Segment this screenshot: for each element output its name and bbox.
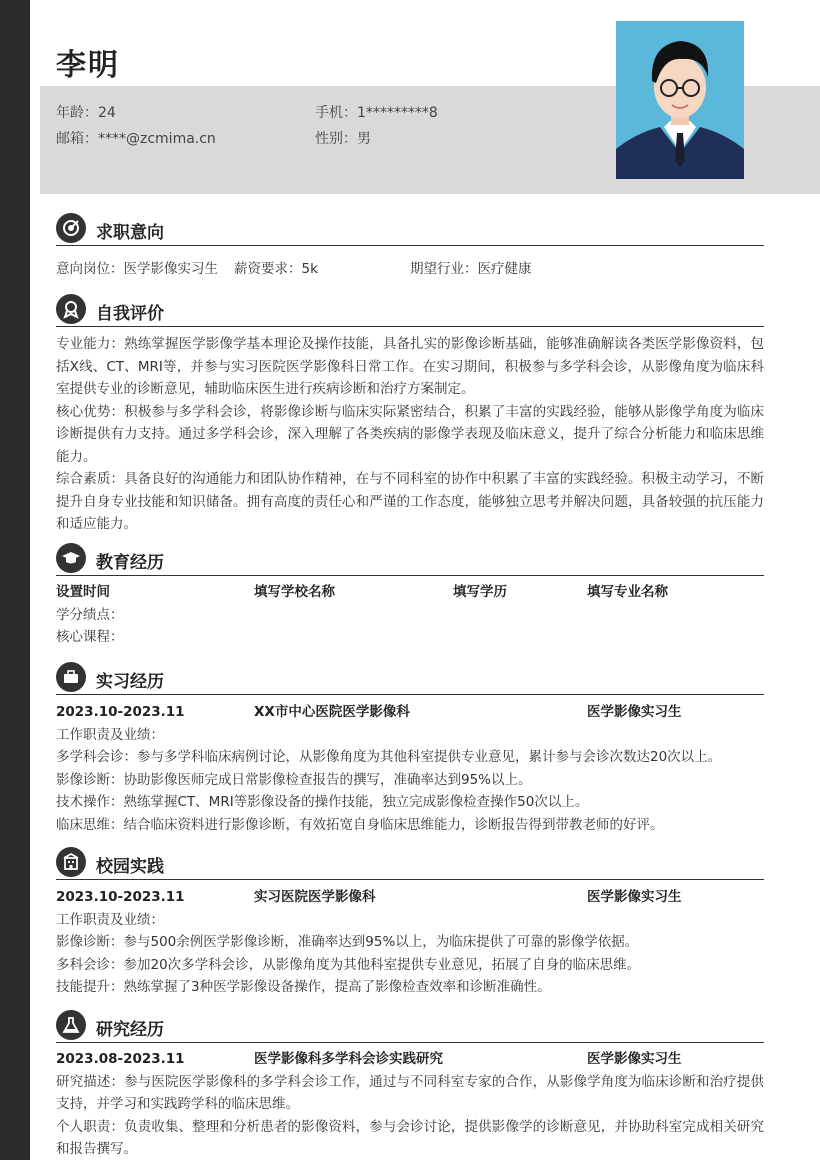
campus-role: 医学影像实习生 — [587, 889, 682, 905]
education-major: 填写专业名称 — [587, 584, 668, 600]
section-education — [56, 543, 764, 649]
section-header — [56, 1010, 764, 1043]
section-header — [56, 847, 764, 880]
section-research — [56, 1010, 764, 1161]
section-title: 求职意向 — [96, 223, 164, 243]
intent-position: 意向岗位：医学影像实习生 — [56, 261, 218, 277]
internship-org: XX市中心医院医学影像科 — [254, 704, 410, 720]
campus-line: 技能提升：熟练掌握了3种医学影像设备操作，提高了影像检查效率和诊断准确性。 — [56, 979, 551, 995]
campus-time: 2023.10-2023.11 — [56, 889, 185, 905]
graduation-cap-icon — [56, 543, 86, 573]
campus-line: 影像诊断：参与500余例医学影像诊断，准确率达到95%以上，为临床提供了可靠的影像学依据。 — [56, 934, 639, 950]
self-eval-paragraph: 核心优势：积极参与多学科会诊，将影像诊断与临床实际紧密结合，积累了丰富的实践经验，能够从影像学角度为临床诊断提供有力支持。通过多学科会诊，深入理解了各类疾病的影像学表现及临床意义，提升了综合分析能力和临床思维能力。 — [56, 403, 764, 465]
person-name: 李明 — [56, 48, 120, 83]
education-courses: 核心课程： — [56, 629, 124, 645]
intent-salary: 薪资要求：5k — [234, 261, 318, 277]
section-title: 自我评价 — [96, 304, 164, 324]
campus-org: 实习医院医学影像科 — [254, 889, 376, 905]
education-degree: 填写学历 — [453, 584, 507, 600]
education-time: 设置时间 — [56, 584, 110, 600]
section-title: 研究经历 — [96, 1020, 164, 1040]
section-job-intent — [56, 213, 764, 281]
gender-field: 性别：男 — [315, 131, 371, 147]
section-header — [56, 294, 764, 327]
education-gpa: 学分绩点： — [56, 606, 124, 623]
section-title: 实习经历 — [96, 672, 164, 692]
self-eval-paragraph: 综合素质：具备良好的沟通能力和团队协作精神，在与不同科室的协作中积累了丰富的实践经验。积极主动学习，不断提升自身专业技能和知识储备。拥有高度的责任心和严谨的工作态度，能够独立思考并解决问题，具备较强的抗压能力和适应能力。 — [56, 471, 764, 532]
internship-time: 2023.10-2023.11 — [56, 704, 185, 720]
section-header — [56, 543, 764, 576]
flask-icon — [56, 1010, 86, 1040]
profile-photo — [616, 21, 744, 179]
research-paragraph: 个人职责：负责收集、整理和分析患者的影像资料，参与会诊讨论，提供影像学的诊断意见，并协助科室完成相关研究和报告撰写。 — [56, 1118, 764, 1157]
campus-line: 工作职责及业绩： — [56, 911, 164, 928]
section-header — [56, 662, 764, 695]
email-field: 邮箱：****@zcmima.cn — [56, 131, 216, 147]
section-title: 教育经历 — [96, 553, 164, 573]
internship-line: 临床思维：结合临床资料进行影像诊断，有效拓宽自身临床思维能力，诊断报告得到带教老师的好评。 — [56, 816, 664, 833]
internship-line: 多学科会诊：参与多学科临床病例讨论，从影像角度为其他科室提供专业意见，累计参与会诊次数达20次以上。 — [56, 749, 722, 765]
intent-industry: 期望行业：医疗健康 — [410, 261, 532, 277]
building-icon — [56, 847, 86, 877]
section-internship — [56, 662, 764, 836]
research-paragraph: 研究描述：参与医院医学影像科的多学科会诊工作，通过与不同科室专家的合作，从影像学角度为临床诊断和治疗提供支持，并学习和实践跨学科的临床思维。 — [56, 1073, 764, 1112]
section-header — [56, 213, 764, 246]
section-title: 校园实践 — [96, 857, 164, 877]
research-org: 医学影像科多学科会诊实践研究 — [254, 1051, 443, 1067]
phone-field: 手机：1*********8 — [315, 105, 438, 121]
internship-line: 工作职责及业绩： — [56, 726, 164, 743]
left-sidebar-bar — [0, 0, 30, 1160]
section-campus-practice — [56, 847, 764, 999]
age-field: 年龄：24 — [56, 105, 116, 121]
internship-role: 医学影像实习生 — [587, 704, 682, 720]
internship-line: 影像诊断：协助影像医师完成日常影像检查报告的撰写，准确率达到95%以上。 — [56, 771, 532, 788]
target-icon — [56, 213, 86, 243]
section-self-evaluation — [56, 294, 764, 536]
research-time: 2023.08-2023.11 — [56, 1051, 185, 1067]
internship-line: 技术操作：熟练掌握CT、MRI等影像设备的操作技能，独立完成影像检查操作50次以上。 — [56, 794, 589, 810]
research-role: 医学影像实习生 — [587, 1051, 682, 1067]
campus-line: 多科会诊：参加20次多学科会诊，从影像角度为其他科室提供专业意见，拓展了自身的临床思维。 — [56, 956, 641, 973]
self-eval-paragraph: 专业能力：熟练掌握医学影像学基本理论及操作技能，具备扎实的影像诊断基础，能够准确解读各类医学影像资料，包括X线、CT、MRI等，并参与实习医院医学影像科日常工作。在实习期间，积极参与多学科会诊，从影像角度为临床科室提供专业的诊断意见，辅助临床医生进行疾病诊断和治疗方案制定。 — [56, 336, 764, 397]
badge-icon — [56, 294, 86, 324]
briefcase-icon — [56, 662, 86, 692]
education-school: 填写学校名称 — [254, 584, 335, 600]
